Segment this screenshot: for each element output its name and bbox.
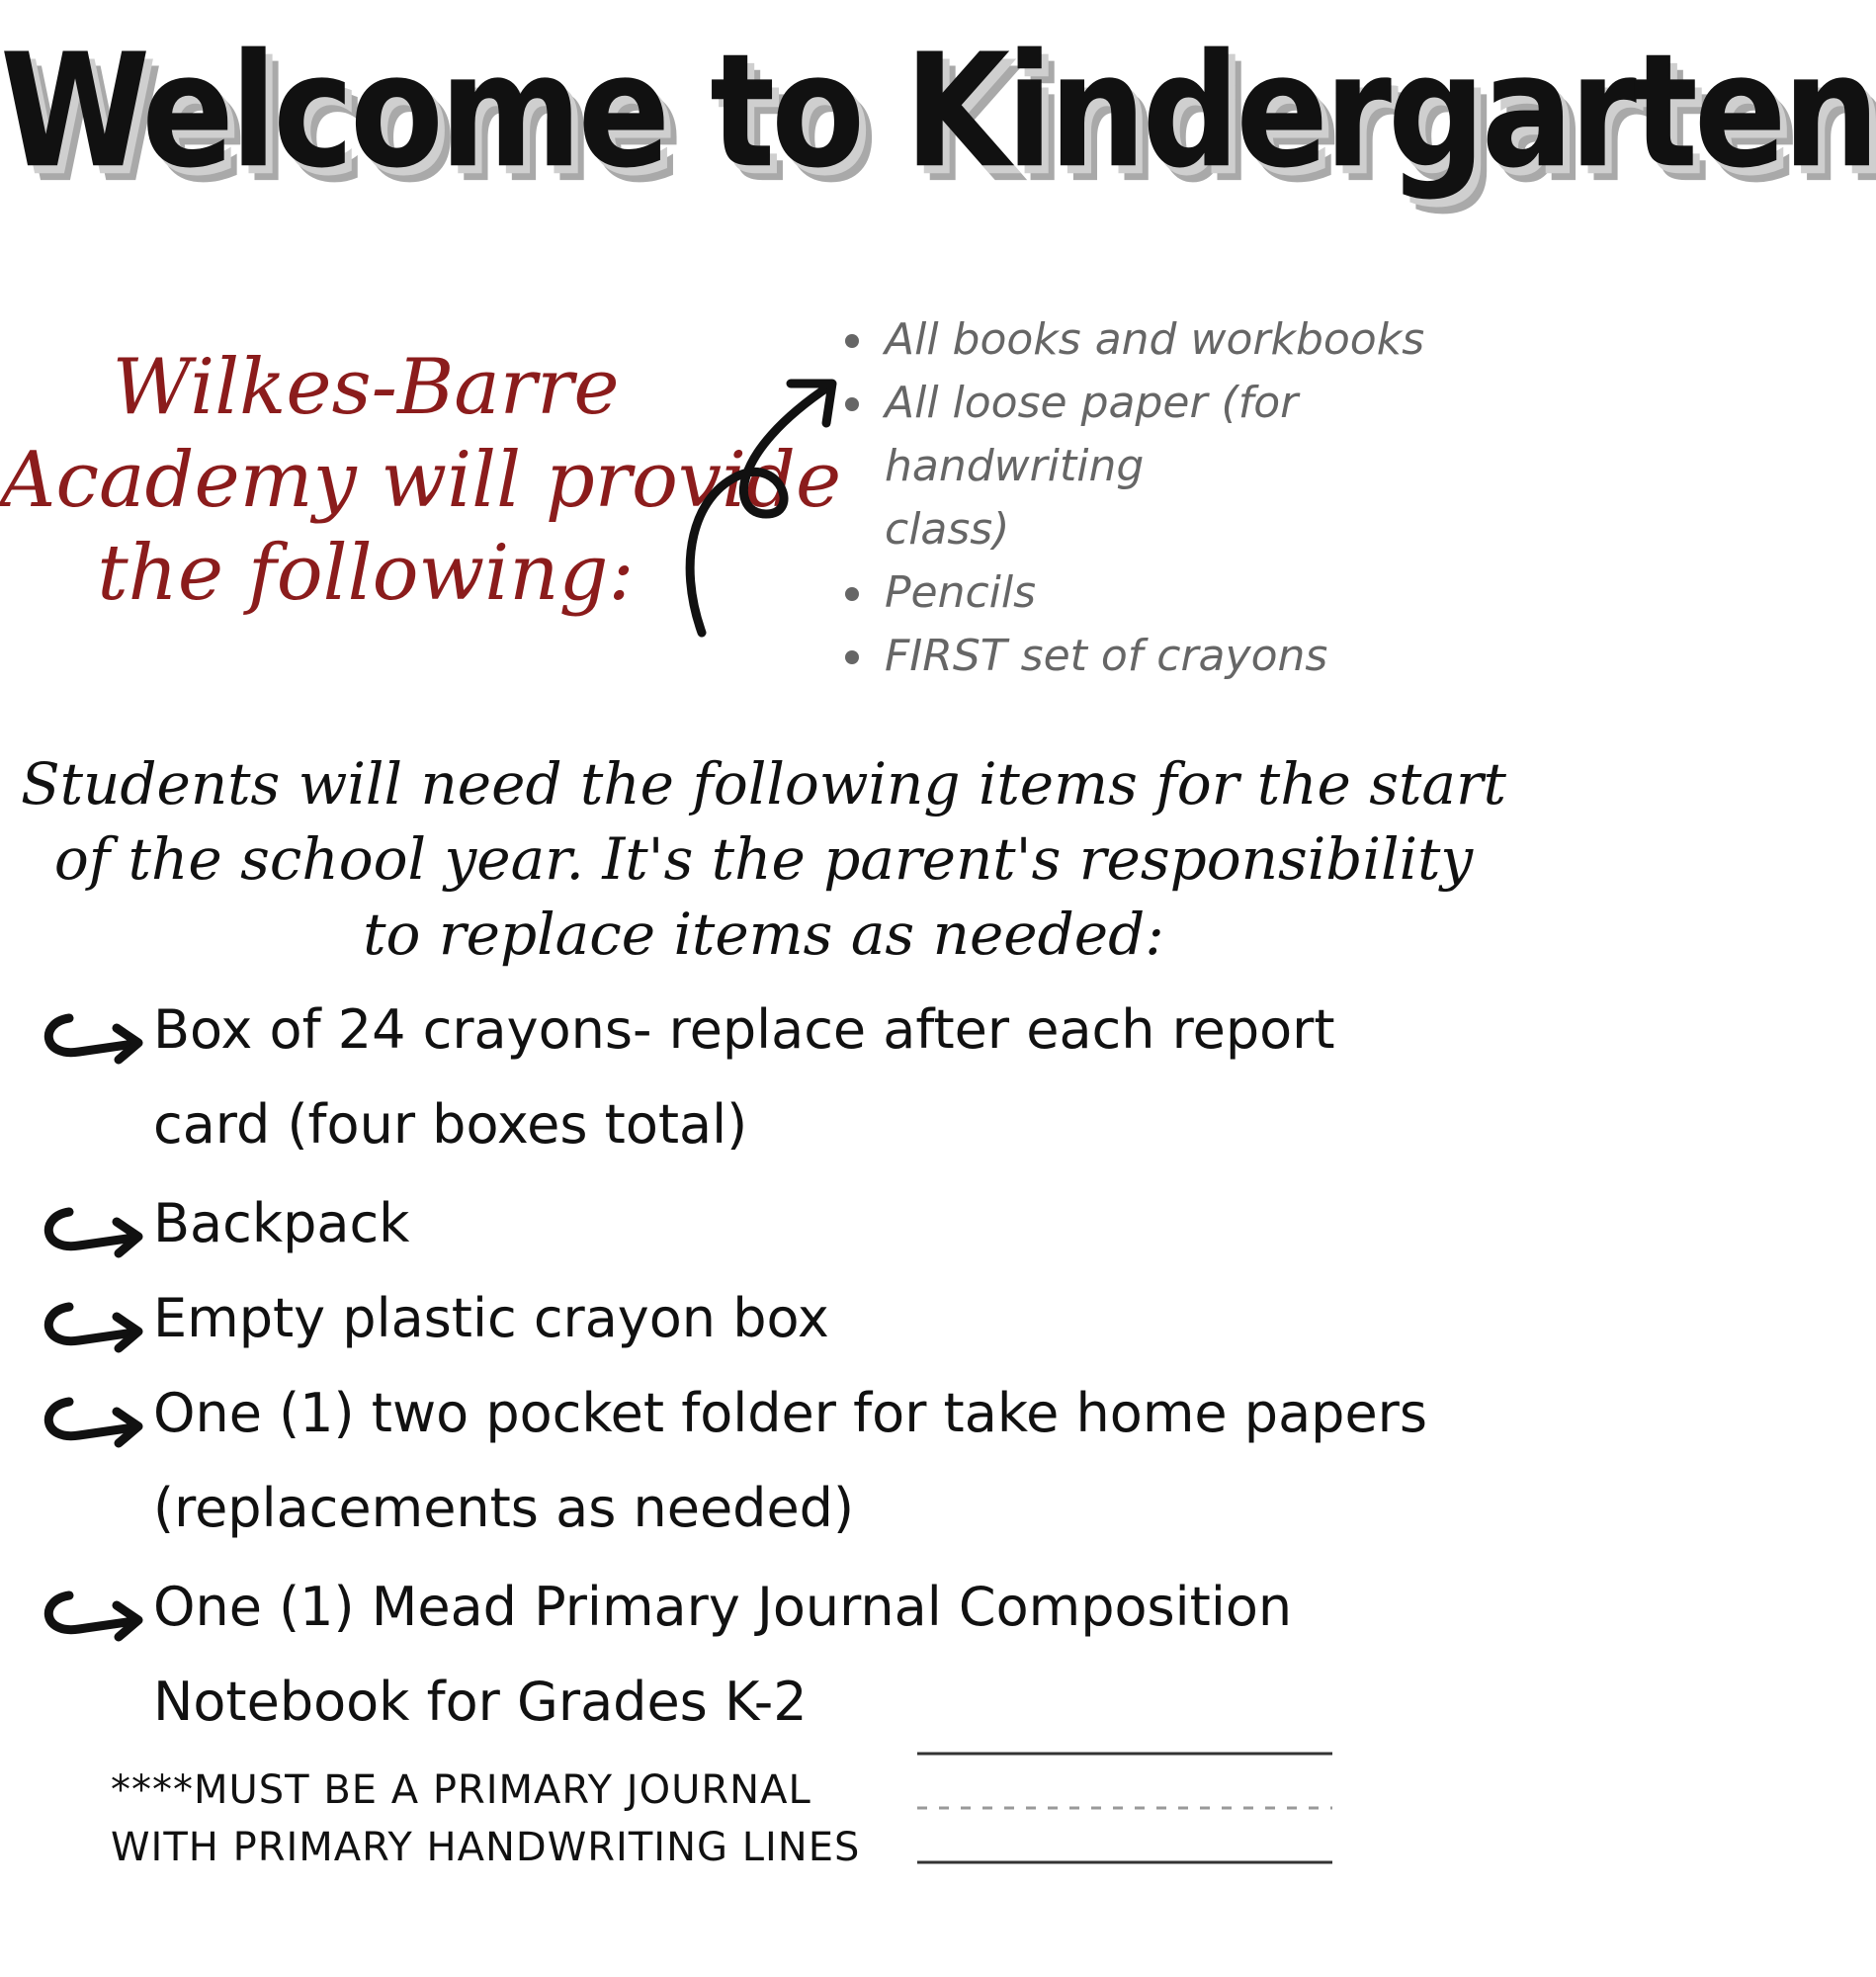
list-item: Backpack xyxy=(153,1192,410,1254)
curved-arrow-icon xyxy=(40,1299,150,1358)
page-title: Welcome to Kindergarten xyxy=(0,20,1876,204)
curved-arrow-icon xyxy=(40,1010,150,1070)
list-item: One (1) two pocket folder for take home papers (replacements as needed) xyxy=(153,1382,1428,1539)
bullet-icon xyxy=(845,650,859,664)
primary-handwriting-lines-icon xyxy=(917,1732,1332,1880)
bullet-icon xyxy=(845,334,859,348)
list-item: Empty plastic crayon box xyxy=(153,1287,829,1349)
list-item: FIRST set of crayons xyxy=(845,625,1527,688)
list-item: One (1) Mead Primary Journal Composition Notebook for Grades K-2 xyxy=(153,1576,1293,1733)
curly-arrow-icon xyxy=(682,366,850,652)
curved-arrow-icon xyxy=(40,1204,150,1263)
provided-items-list xyxy=(845,308,1527,688)
provider-heading-line: the following: xyxy=(97,529,635,618)
list-item: All loose paper (for handwriting class) xyxy=(845,372,1527,561)
provider-heading-line: Wilkes-Barre xyxy=(112,343,620,432)
list-item: Pencils xyxy=(845,561,1527,625)
provider-heading xyxy=(0,341,842,620)
journal-note: ****MUST BE A PRIMARY JOURNAL WITH PRIMARY HANDWRITING LINES xyxy=(111,1767,861,1870)
bullet-icon xyxy=(845,397,859,411)
curved-arrow-icon xyxy=(40,1394,150,1453)
list-item: All books and workbooks xyxy=(845,308,1527,372)
provider-heading-line: Academy will provide xyxy=(0,436,842,525)
bullet-icon xyxy=(845,587,859,601)
curved-arrow-icon xyxy=(40,1588,150,1647)
list-item: Box of 24 crayons- replace after each report card (four boxes total) xyxy=(153,998,1335,1156)
intro-paragraph: Students will need the following items for the start of the school year. It's the parent's responsibility to replace items as needed: xyxy=(21,750,1506,968)
